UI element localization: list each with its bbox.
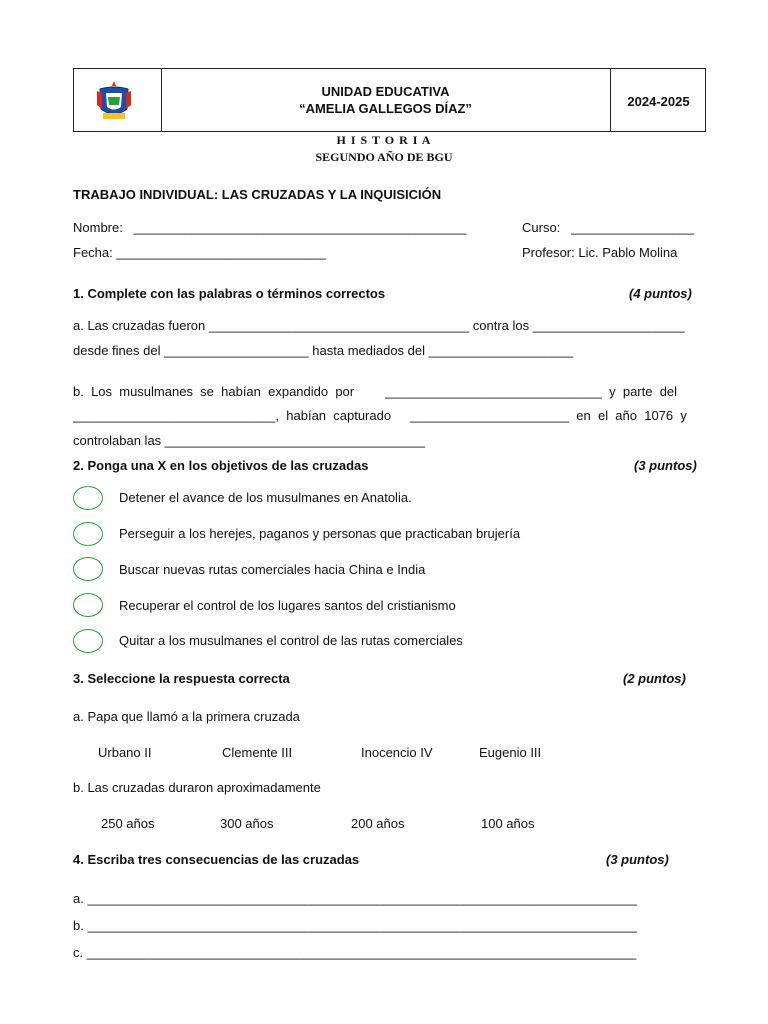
- q3-a-question: a. Papa que llamó a la primera cruzada: [73, 709, 300, 724]
- q2-option-3: Buscar nuevas rutas comerciales hacia China e India: [119, 562, 426, 577]
- q1-b-line3[interactable]: controlaban las ____________________________________: [73, 433, 426, 448]
- school-crest-icon: [94, 79, 134, 123]
- q4-answer-c[interactable]: c. ____________________________________________________________________________: [73, 945, 637, 960]
- teacher-label: Profesor: Lic. Pablo Molina: [522, 245, 678, 260]
- q1-a-line1[interactable]: a. Las cruzadas fueron ____________________________________ contra los _____________________: [73, 318, 685, 333]
- q2-option-1: Detener el avance de los musulmanes en Anatolia.: [119, 490, 412, 505]
- q1-b-line2-right[interactable]: ______________________ en el año 1076 y: [410, 408, 687, 423]
- q2-title: 2. Ponga una X en los objetivos de las cruzadas: [73, 458, 369, 473]
- name-field[interactable]: Nombre: ______________________________________________: [73, 220, 467, 235]
- q3-b-option-4[interactable]: 100 años: [481, 816, 535, 831]
- option-checkbox[interactable]: [73, 522, 103, 546]
- q2-points: (3 puntos): [634, 458, 697, 473]
- q1-a-line2[interactable]: desde fines del ____________________ hasta mediados del ____________________: [73, 343, 574, 358]
- option-checkbox[interactable]: [73, 557, 103, 581]
- q1-b-line1-left: b. Los musulmanes se habían expandido por: [73, 384, 355, 399]
- school-year: 2024-2025: [627, 94, 690, 109]
- q4-points: (3 puntos): [606, 852, 669, 867]
- q3-b-question: b. Las cruzadas duraron aproximadamente: [73, 780, 321, 795]
- q3-b-option-2[interactable]: 300 años: [220, 816, 274, 831]
- q1-b-line2-left[interactable]: ____________________________, habían capturado: [73, 408, 392, 423]
- school-name-line2: “AMELIA GALLEGOS DÍAZ”: [299, 101, 472, 116]
- q3-points: (2 puntos): [623, 671, 686, 686]
- q2-option-5: Quitar a los musulmanes el control de las rutas comerciales: [119, 633, 463, 648]
- q1-title: 1. Complete con las palabras o términos correctos: [73, 286, 386, 301]
- q4-answer-b[interactable]: b. ____________________________________________________________________________: [73, 918, 637, 933]
- q3-a-option-3[interactable]: Inocencio IV: [361, 745, 433, 760]
- header-table: [73, 68, 706, 132]
- q2-option-4: Recuperar el control de los lugares santos del cristianismo: [119, 598, 456, 613]
- date-field[interactable]: Fecha: _____________________________: [73, 245, 327, 260]
- grade-title: SEGUNDO AÑO DE BGU: [315, 150, 453, 164]
- q1-points: (4 puntos): [629, 286, 692, 301]
- q1-b-line1-right[interactable]: ______________________________ y parte del: [385, 384, 678, 399]
- q4-title: 4. Escriba tres consecuencias de las cruzadas: [73, 852, 360, 867]
- q3-b-option-1[interactable]: 250 años: [101, 816, 155, 831]
- q3-b-option-3[interactable]: 200 años: [351, 816, 405, 831]
- option-checkbox[interactable]: [73, 486, 103, 510]
- subject-title: H I S T O R I A: [336, 133, 432, 147]
- q2-option-2: Perseguir a los herejes, paganos y personas que practicaban brujería: [119, 526, 521, 541]
- option-checkbox[interactable]: [73, 629, 103, 653]
- q4-answer-a[interactable]: a. ____________________________________________________________________________: [73, 891, 637, 906]
- school-name-line1: UNIDAD EDUCATIVA: [321, 84, 450, 99]
- q3-a-option-1[interactable]: Urbano II: [98, 745, 152, 760]
- option-checkbox[interactable]: [73, 593, 103, 617]
- assignment-title: TRABAJO INDIVIDUAL: LAS CRUZADAS Y LA INQUISICIÓN: [73, 187, 442, 202]
- q3-title: 3. Seleccione la respuesta correcta: [73, 671, 290, 686]
- logo-cell: [74, 69, 162, 131]
- q3-a-option-2[interactable]: Clemente III: [222, 745, 293, 760]
- q3-a-option-4[interactable]: Eugenio III: [479, 745, 542, 760]
- course-field[interactable]: Curso: _________________: [522, 220, 695, 235]
